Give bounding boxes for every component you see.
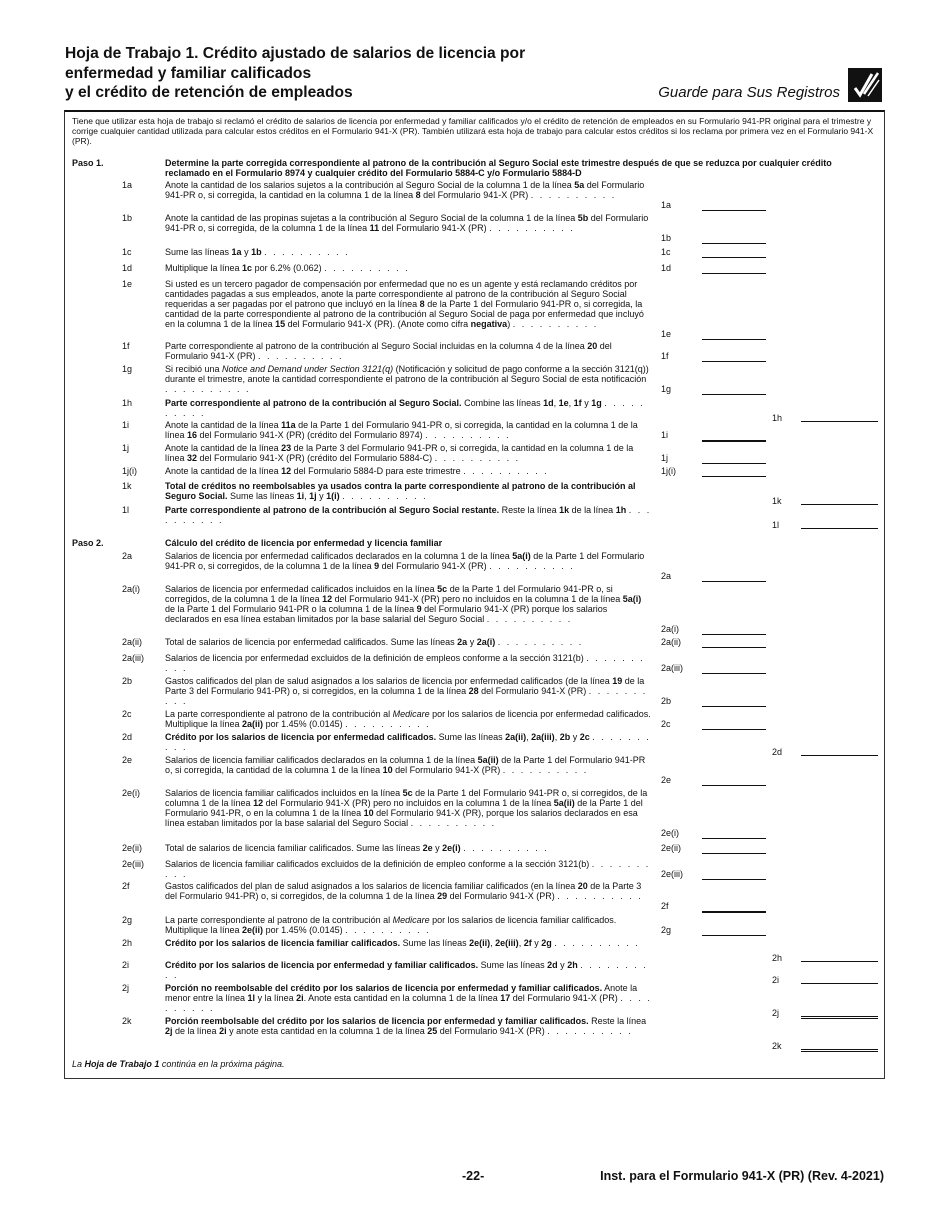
amount-entry-1f[interactable] bbox=[702, 361, 766, 362]
inner-line-label: 1g bbox=[661, 384, 672, 394]
outer-line-label: 2k bbox=[772, 1041, 782, 1051]
outer-line-label: 2d bbox=[772, 747, 783, 757]
line-number: 1f bbox=[122, 341, 130, 351]
amount-entry-2a(iii)[interactable] bbox=[702, 673, 766, 674]
line-description: Parte correspondiente al patrono de la contribución al Seguro Social restante. Reste la línea 1k de la línea 1h . . . . . . . . . . bbox=[165, 505, 652, 525]
line-description: Sume las líneas 1a y 1b . . . . . . . . . . bbox=[165, 247, 350, 257]
line-number: 2g bbox=[122, 915, 133, 925]
amount-entry-1e[interactable] bbox=[702, 339, 766, 340]
inner-line-label: 1j bbox=[661, 453, 669, 463]
amount-entry-2g[interactable] bbox=[702, 935, 766, 936]
inner-line-label: 1a bbox=[661, 200, 672, 210]
inner-line-label: 2a bbox=[661, 571, 672, 581]
line-number: 1d bbox=[122, 263, 133, 273]
line-description: Anote la cantidad de los salarios sujetos a la contribución al Seguro Social de la columna 1 de la línea 5a del Formulario 941-PR o, si corregida, la cantidad en la columna 1 de la línea 8 del Formulario 941-X (PR) . . . . . . . . . . bbox=[165, 180, 645, 200]
title-line-2: enfermedad y familiar calificados bbox=[65, 64, 312, 82]
line-number: 2a(i) bbox=[122, 584, 141, 594]
step-2-heading: Cálculo del crédito de licencia por enfermedad y licencia familiar bbox=[165, 538, 443, 548]
continued-note: La Hoja de Trabajo 1 continúa en la próxima página. bbox=[72, 1059, 285, 1069]
line-description: Salarios de licencia familiar calificados excluidos de la definición de empleo conforme a la sección 3121(b) . . . . . . . . . . bbox=[165, 859, 651, 879]
outer-line-label: 2i bbox=[772, 975, 780, 985]
line-number: 1j(i) bbox=[122, 466, 137, 476]
line-description: Multiplique la línea 1c por 6.2% (0.062) . . . . . . . . . . bbox=[165, 263, 410, 273]
line-description: Gastos calificados del plan de salud asignados a los salarios de licencia por enfermedad calificados (de la línea 19 de la Parte 3 del Formulario 941-PR) o, si corregidos, en la columna 1 de la línea 28 del Formulario 941-X (PR) . . . . . . . . . . bbox=[165, 676, 648, 706]
line-number: 1k bbox=[122, 481, 132, 491]
inner-line-label: 2b bbox=[661, 696, 672, 706]
line-description: Anote la cantidad de la línea 23 de la Parte 3 del Formulario 941-PR o, si corregida, la cantidad en la columna 1 de la línea 32 del Formulario 941-X (PR) (crédito del Formulario 5884-C) . . . . . . . . . . bbox=[165, 443, 634, 463]
line-number: 2e bbox=[122, 755, 133, 765]
line-number: 2j bbox=[122, 983, 130, 993]
amount-entry-2f[interactable] bbox=[702, 911, 766, 913]
line-description: Si usted es un tercero pagador de compensación por enfermedad que no es un agente y está reclamando créditos por cantidades pagadas a sus empleados, anote la parte correspondiente al patrono de la contribución al Seguro Social requeridas a ser pagadas por el patrono que incluyó en la línea 8 de la Parte 1 del Formulario 941-PR o, si corregida, la cantidad de la parte correspondiente al patrono de la contribución al Seguro Social de paga por enfermedad que incluyó en la columna 1 de la línea 15 del Formulario 941-X (PR). (Anote como cifra negativa) . . . . . . . . . . bbox=[165, 279, 644, 329]
amount-entry-2j[interactable] bbox=[801, 1016, 878, 1019]
amount-entry-1k[interactable] bbox=[801, 504, 878, 505]
amount-entry-1l[interactable] bbox=[801, 528, 878, 529]
line-number: 1c bbox=[122, 247, 132, 257]
line-number: 2a bbox=[122, 551, 133, 561]
line-number: 2e(i) bbox=[122, 788, 141, 798]
amount-entry-2b[interactable] bbox=[702, 706, 766, 707]
amount-entry-1g[interactable] bbox=[702, 394, 766, 395]
inner-line-label: 2a(iii) bbox=[661, 663, 684, 673]
line-number: 2d bbox=[122, 732, 133, 742]
inner-line-label: 1i bbox=[661, 430, 669, 440]
inner-line-label: 2e(iii) bbox=[661, 869, 684, 879]
line-number: 1e bbox=[122, 279, 133, 289]
page-number: -22- bbox=[462, 1169, 485, 1183]
line-description: Salarios de licencia por enfermedad excluidos de la definición de empleos conforme a la sección 3121(b) . . . . . . . . . . bbox=[165, 653, 645, 673]
amount-entry-1c[interactable] bbox=[702, 257, 766, 258]
inner-line-label: 2f bbox=[661, 901, 669, 911]
outer-line-label: 1l bbox=[772, 520, 780, 530]
amount-entry-2d[interactable] bbox=[801, 755, 878, 756]
outer-line-label: 1h bbox=[772, 413, 783, 423]
amount-entry-1i[interactable] bbox=[702, 440, 766, 442]
outer-line-label: 2h bbox=[772, 953, 783, 963]
line-description: Salarios de licencia familiar calificados incluidos en la línea 5c de la Parte 1 del Formulario 941-PR o, si corregidos, de la columna 1 de la línea 12 del Formulario 941-X (PR) pero no incluidos en la columna 1 de la línea 5a(ii) de la Parte 1 del Formulario 941-PR, o en la columna 1 de la línea 10 del Formulario 941-X (PR), porque los salarios declarados en esa línea estaban limitados por la base salarial del Seguro Social . . . . . . . . . . bbox=[165, 788, 648, 828]
inner-line-label: 2e bbox=[661, 775, 672, 785]
amount-entry-1h[interactable] bbox=[801, 421, 878, 422]
line-description: Total de salarios de licencia por enfermedad calificados. Sume las líneas 2a y 2a(i) . . . . . . . . . . bbox=[165, 637, 584, 647]
amount-entry-2a(ii)[interactable] bbox=[702, 647, 766, 648]
intro-paragraph: Tiene que utilizar esta hoja de trabajo si reclamó el crédito de salarios de licencia por enfermedad y familiar calificados y/o el crédito de retención de empleados en su Formulario 941-PR original para el trimestre y corrige cualquier cantidad utilizada para calcular estos créditos en el Formulario 941-X (PR). También utilizará esta hoja de trabajo para calcular estos créditos si los reclama por primera vez en el Formulario 941-X (PR). bbox=[72, 116, 874, 146]
inner-line-label: 1j(i) bbox=[661, 466, 676, 476]
line-description: Crédito por los salarios de licencia por enfermedad y familiar calificados. Sume las líneas 2d y 2h . . . . . . . . . . bbox=[165, 960, 648, 980]
line-description: Gastos calificados del plan de salud asignados a los salarios de licencia familiar calificados (en la línea 20 de la Parte 3 del Formulario 941-PR) o, si corregidos, de la columna 1 de la línea 29 del Formulario 941-X (PR) . . . . . . . . . . bbox=[165, 881, 643, 901]
line-description: Parte correspondiente al patrono de la contribución al Seguro Social incluidas en la columna 4 de la línea 20 del Formulario 941-X (PR) . . . . . . . . . . bbox=[165, 341, 612, 361]
line-description: Crédito por los salarios de licencia familiar calificados. Sume las líneas 2e(ii), 2e(iii), 2f y 2g . . . . . . . . . . bbox=[165, 938, 640, 948]
line-number: 2k bbox=[122, 1016, 132, 1026]
inner-line-label: 2e(ii) bbox=[661, 843, 682, 853]
amount-entry-2h[interactable] bbox=[801, 961, 878, 962]
inner-line-label: 2g bbox=[661, 925, 672, 935]
line-number: 1b bbox=[122, 213, 133, 223]
line-description: Total de salarios de licencia familiar calificados. Sume las líneas 2e y 2e(i) . . . . . . . . . . bbox=[165, 843, 549, 853]
line-description: Anote la cantidad de la línea 12 del Formulario 5884-D para este trimestre . . . . . . . . . . bbox=[165, 466, 549, 476]
worksheet-title bbox=[65, 44, 625, 103]
step-1-heading: Determine la parte corregida correspondiente al patrono de la contribución al Seguro Social este trimestre después de que se reduzca por cualquier crédito reclamado en el Formulario 8974 y cualquier crédito del Formulario 5884-C y/o Formulario 5884-D bbox=[165, 158, 832, 178]
line-number: 2b bbox=[122, 676, 133, 686]
line-number: 2h bbox=[122, 938, 133, 948]
amount-entry-2a(i)[interactable] bbox=[702, 634, 766, 635]
inner-line-label: 1c bbox=[661, 247, 671, 257]
line-description: Crédito por los salarios de licencia por enfermedad calificados. Sume las líneas 2a(ii), 2a(iii), 2b y 2c . . . . . . . . . . bbox=[165, 732, 651, 752]
line-description: Anote la cantidad de las propinas sujetas a la contribución al Seguro Social de la columna 1 de la línea 5b del Formulario 941-PR o, si corregida, de la columna 1 de la línea 11 del Formulario 941-X (PR) . . . . . . . . . . bbox=[165, 213, 649, 233]
line-number: 1i bbox=[122, 420, 130, 430]
line-number: 2a(iii) bbox=[122, 653, 145, 663]
line-description: Si recibió una Notice and Demand under Section 3121(q) (Notificación y solicitud de pago conforme a la sección 3121(q)) durante el trimestre, anote la cantidad correspondiente el patrono de la contribución al Seguro Social de esta notificación . . . . . . . . . . bbox=[165, 364, 649, 394]
line-number: 1a bbox=[122, 180, 133, 190]
amount-entry-2e(ii)[interactable] bbox=[702, 853, 766, 854]
inner-line-label: 2c bbox=[661, 719, 671, 729]
title-line-1: Hoja de Trabajo 1. Crédito ajustado de salarios de licencia por bbox=[65, 45, 526, 62]
inner-line-label: 2a(i) bbox=[661, 624, 680, 634]
inner-line-label: 2a(ii) bbox=[661, 637, 682, 647]
amount-entry-1d[interactable] bbox=[702, 273, 766, 274]
line-description: Salarios de licencia por enfermedad calificados declarados en la columna 1 de la línea 5a(i) de la Parte 1 del Formulario 941-PR o, si corregidos, de la columna 1 de la línea 9 del Formulario 941-X (PR) . . . . . . . . . . bbox=[165, 551, 645, 571]
line-number: 2i bbox=[122, 960, 130, 970]
amount-entry-2a[interactable] bbox=[702, 581, 766, 582]
line-number: 1l bbox=[122, 505, 130, 515]
amount-entry-2e(iii)[interactable] bbox=[702, 879, 766, 880]
line-number: 1h bbox=[122, 398, 133, 408]
amount-entry-2i[interactable] bbox=[801, 983, 878, 984]
line-description: La parte correspondiente al patrono de la contribución al Medicare por los salarios de licencia por enfermedad calificados. Multiplique la línea 2a(ii) por 1.45% (0.0145) . . . . . . . . . . bbox=[165, 709, 651, 729]
outer-line-label: 2j bbox=[772, 1008, 780, 1018]
inner-line-label: 2e(i) bbox=[661, 828, 680, 838]
amount-entry-2k[interactable] bbox=[801, 1049, 878, 1052]
amount-entry-2e[interactable] bbox=[702, 785, 766, 786]
amount-entry-1j(i)[interactable] bbox=[702, 476, 766, 477]
form-instructions-title: Inst. para el Formulario 941-X (PR) (Rev. 4-2021) bbox=[600, 1169, 884, 1183]
line-number: 2c bbox=[122, 709, 132, 719]
line-description: Total de créditos no reembolsables ya usados contra la parte correspondiente al patrono de la contribución al Seguro Social. Sume las líneas 1i, 1j y 1(i) . . . . . . . . . . bbox=[165, 481, 636, 501]
line-description: La parte correspondiente al patrono de la contribución al Medicare por los salarios de licencia familiar calificados. Multiplique la línea 2e(ii) por 1.45% (0.0145) . . . . . . . . . . bbox=[165, 915, 617, 935]
line-description: Anote la cantidad de la línea 11a de la Parte 1 del Formulario 941-PR o, si corregida, la cantidad en la columna 1 de la línea 16 del Formulario 941-X (PR) (crédito del Formulario 8974) . . . . . . . . . . bbox=[165, 420, 638, 440]
line-number: 2a(ii) bbox=[122, 637, 143, 647]
amount-entry-1a[interactable] bbox=[702, 210, 766, 211]
line-description: Parte correspondiente al patrono de la contribución al Seguro Social. Combine las líneas 1d, 1e, 1f y 1g . . . . . . . . . . bbox=[165, 398, 645, 418]
outer-line-label: 1k bbox=[772, 496, 782, 506]
pen-checkmark-icon bbox=[848, 68, 882, 102]
step-2-label: Paso 2. bbox=[72, 538, 104, 548]
amount-entry-1b[interactable] bbox=[702, 243, 766, 244]
inner-line-label: 1b bbox=[661, 233, 672, 243]
line-number: 2f bbox=[122, 881, 130, 891]
line-description: Salarios de licencia familiar calificados declarados en la columna 1 de la línea 5a(ii) de la Parte 1 del Formulario 941-PR o, si corregida, la cantidad de la columna 1 de la línea 10 del Formulario 941-X (PR) . . . . . . . . . . bbox=[165, 755, 646, 775]
keep-for-records-label: Guarde para Sus Registros bbox=[658, 84, 840, 101]
inner-line-label: 1f bbox=[661, 351, 669, 361]
inner-line-label: 1d bbox=[661, 263, 672, 273]
line-number: 1j bbox=[122, 443, 130, 453]
inner-line-label: 1e bbox=[661, 329, 672, 339]
line-description: Porción no reembolsable del crédito por los salarios de licencia por enfermedad y familiar calificados. Anote la menor entre la línea 1l y la línea 2i. Anote esta cantidad en la columna 1 de la línea 17 del Formulario 941-X (PR) . . . . . . . . . . bbox=[165, 983, 652, 1013]
line-number: 1g bbox=[122, 364, 133, 374]
line-description: Porción reembolsable del crédito por los salarios de licencia por enfermedad y familiar calificados. Reste la línea 2j de la línea 2i y anote esta cantidad en la columna 1 de la línea 25 del Formulario 941-X (PR) . . . . . . . . . . bbox=[165, 1016, 647, 1036]
amount-entry-1j[interactable] bbox=[702, 463, 766, 464]
amount-entry-2c[interactable] bbox=[702, 729, 766, 730]
line-number: 2e(iii) bbox=[122, 859, 145, 869]
line-number: 2e(ii) bbox=[122, 843, 143, 853]
step-1-label: Paso 1. bbox=[72, 158, 104, 168]
title-line-3: y el crédito de retención de empleados bbox=[65, 84, 353, 101]
amount-entry-2e(i)[interactable] bbox=[702, 838, 766, 839]
line-description: Salarios de licencia por enfermedad calificados incluidos en la línea 5c de la Parte 1 del Formulario 941-PR o, si corregidos, de la columna 1 de la línea 12 del Formulario 941-X (PR) pero no incluidos en la columna 1 de la línea 5a(i) de la Parte 1 del Formulario 941-PR o la columna 1 de la línea 9 del Formulario 941-X (PR) porque los salarios declarados en esa línea estaban limitados por la base salarial del Seguro Social . . . . . . . . . . bbox=[165, 584, 642, 624]
